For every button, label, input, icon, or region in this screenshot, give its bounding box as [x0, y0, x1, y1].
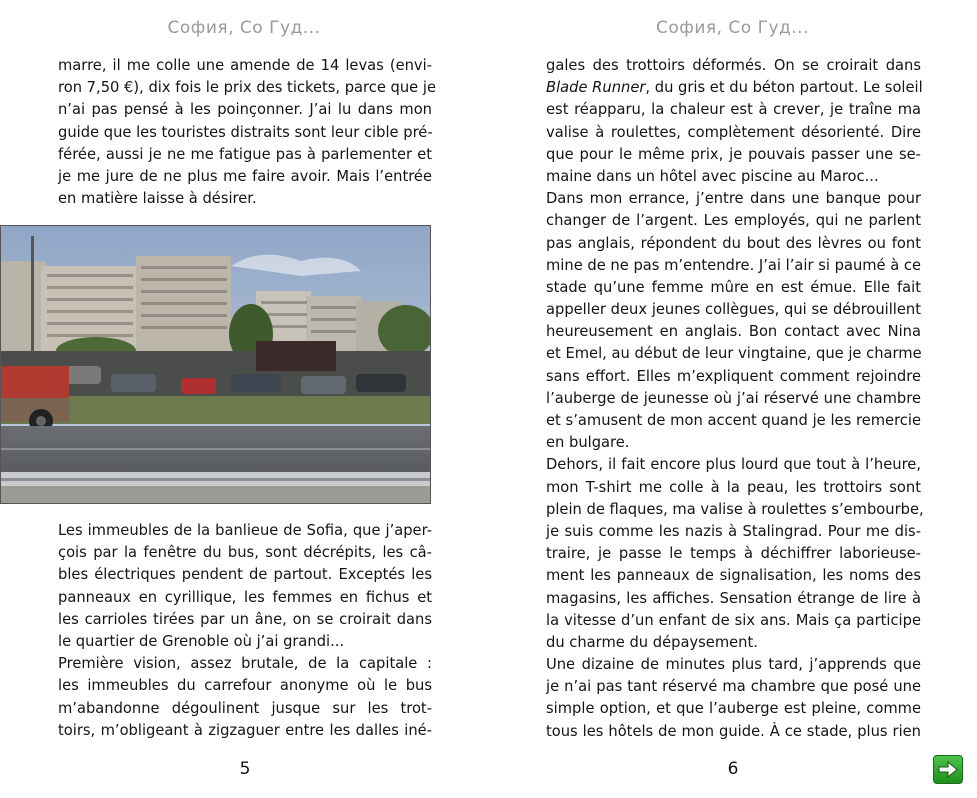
text-line [546, 77, 921, 99]
text-line: Première vision, assez brutale, de la capitale : [58, 655, 432, 673]
text-line: traire, je passe le temps à déchiffrer laborieuse- [546, 545, 921, 563]
text-block-bottom [58, 520, 432, 742]
text-line: bles électriques pendent de partout. Exceptés les [58, 566, 432, 584]
text-line: en bulgare. [546, 434, 630, 452]
text-fragment: , du gris et du béton partout. Le soleil [645, 79, 923, 97]
street-photo [0, 225, 431, 504]
text-line: l’auberge de jeunesse où j’ai réservé une chambre [546, 389, 921, 407]
text-line: et s’amusent de mon accent quand je les remercie [546, 412, 921, 429]
text-line: magasins, les affiches. Sensation étrange de lire à [546, 589, 921, 607]
text-line: panneaux en cyrillique, les femmes en fichus et [58, 588, 432, 606]
text-line: est réapparu, la chaleur est à crever, je traîne ma [546, 101, 921, 119]
text-line: je me jure de ne plus me faire avoir. Mais l’entrée [58, 167, 432, 185]
text-line: stade qu’une femme mûre en est émue. Elle fait [546, 278, 921, 296]
text-line: tous les hôtels de mon guide. À ce stade, plus rien [546, 722, 921, 740]
text-line: heureusement en anglais. Bon contact avec Nina [546, 323, 921, 341]
arrow-right-icon [937, 759, 959, 780]
text-line: férée, aussi je ne me fatigue pas à parlementer et [58, 145, 432, 163]
text-line: mon T-shirt me colle à la peau, les trottoirs sont [546, 478, 921, 496]
text-line: les immeubles du carrefour anonyme où le bus [58, 677, 432, 695]
text-line: plein de flaques, ma valise à roulettes s’embourbe, [546, 500, 924, 518]
text-block-right [546, 55, 924, 743]
text-line: et Emel, au début de leur vingtaine, que je charme [546, 345, 922, 363]
text-block-top [58, 55, 437, 210]
text-line: sans effort. Elles m’expliquent comment rejoindre [546, 367, 921, 385]
text-line: Dehors, il fait encore plus lourd que tout à l’heure, [546, 456, 921, 474]
text-line: que pour le même prix, je pouvais passer une se- [546, 145, 921, 163]
right-page [488, 0, 977, 798]
text-line: valise à roulettes, complètement désorienté. Dire [546, 123, 921, 141]
text-line: ron 7,50 €), dix fois le prix des tickets, parce que je [58, 79, 437, 97]
text-line: je suis comme les nazis à Stalingrad. Pour me dis- [546, 522, 921, 540]
text-line: ment les panneaux de signalisation, les noms des [546, 567, 921, 585]
running-head: София, Со Гуд... [656, 18, 809, 38]
page-number: 5 [239, 759, 251, 779]
text-line: du charme du dépaysement. [546, 633, 758, 651]
text-line: la vitesse d’un enfant de six ans. Mais ça participe [546, 611, 921, 629]
text-line: Les immeubles de la banlieue de Sofia, que j’aper- [58, 522, 432, 539]
text-line: changer de l’argent. Les employés, qui ne parlent [546, 212, 921, 230]
text-line: les carrioles tirées par un âne, on se croirait dans [58, 610, 432, 628]
text-line: maine dans un hôtel avec piscine au Maroc... [546, 167, 879, 185]
text-line: en matière laisse à désirer. [58, 190, 257, 208]
running-head: София, Со Гуд... [167, 18, 321, 38]
text-line: Une dizaine de minutes plus tard, j’apprends que [546, 656, 921, 674]
left-page [0, 0, 488, 798]
text-line: Dans mon errance, j’entre dans une banque pour [546, 190, 921, 208]
text-line: n’ai pas pensé à les poinçonner. J’ai lu dans mon [58, 101, 432, 119]
text-line: m’abandonne dégoulinent jusque sur les trot- [58, 699, 432, 717]
text-line: appeller deux jeunes collègues, qui se débrouillent [546, 301, 921, 319]
text-line: guide que les touristes distraits sont leur cible pré- [58, 123, 433, 141]
page-number: 6 [727, 759, 739, 779]
text-line: le quartier de Grenoble où j’ai grandi... [58, 632, 345, 650]
text-line: mine de ne pas m’entendre. J’ai l’air si paumé à ce [546, 256, 922, 274]
text-line: marre, il me colle une amende de 14 levas (envi- [58, 57, 432, 74]
text-line: toirs, m’obligeant à zigzaguer entre les dalles iné- [58, 721, 432, 739]
book-title-italic: Blade Runner [546, 79, 646, 97]
text-line: çois par la fenêtre du bus, sont décrépits, les câ- [58, 544, 432, 562]
text-line: je n’ai pas tant réservé ma chambre que posé une [546, 678, 921, 696]
next-page-button[interactable] [933, 755, 963, 784]
text-line: simple option, et que l’auberge est pleine, comme [546, 700, 921, 718]
text-line: gales des trottoirs déformés. On se croirait dans [546, 57, 921, 74]
text-line: pas anglais, répondent du bout des lèvres ou font [546, 234, 921, 252]
